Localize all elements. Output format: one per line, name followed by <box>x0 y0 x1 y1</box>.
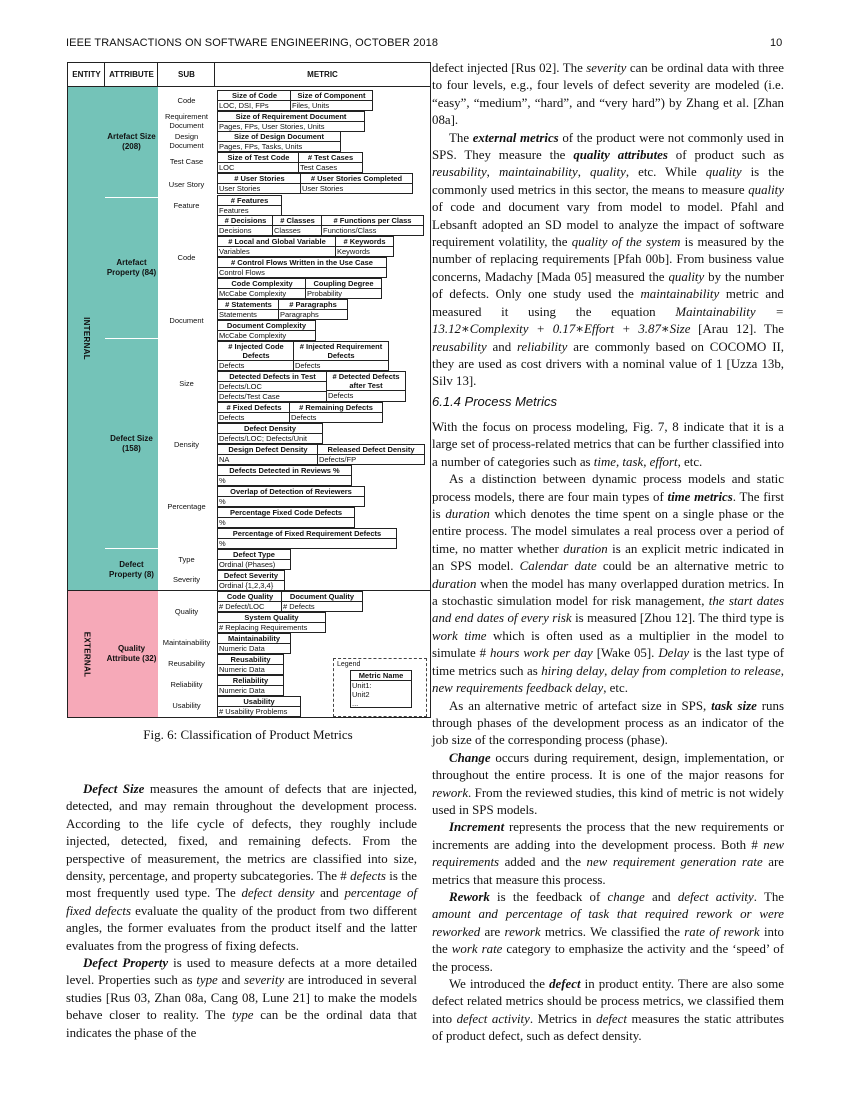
header-attribute: ATTRIBUTE <box>105 63 158 87</box>
sub-severity: Severity <box>172 575 201 584</box>
metric-box: # User Stories Completed User Stories <box>300 173 413 194</box>
paragraph: Change occurs during requirement, design, implementation, or throughout the entire process. It is one of the major reasons for rework. From the reviewed studies, this kind of metric is not widely used in SPS models. <box>432 750 784 817</box>
attr-defect-size: Defect Size (158) <box>105 339 158 548</box>
section-heading: 6.1.4 Process Metrics <box>432 394 557 409</box>
metric-box: # Remaining Defects Defects <box>289 402 383 423</box>
metric-box: # User Stories User Stories <box>217 173 302 194</box>
metric-box: Design Defect Density NA <box>217 444 319 465</box>
metric-box: Released Defect Density Defects/FP <box>317 444 425 465</box>
paragraph: defect injected [Rus 02]. The severity can be ordinal data with three to four levels, e.g., four levels of defect severity are modeled (i.e. “easy”, “medium”, “hard”, and “very hard”) by Zhang et al. [Zhan 08a]. <box>432 61 784 128</box>
paragraph: Increment represents the process that the new requirements or increments are adding into the development process. Both # new requirements added and the new requirement generation rate are metrics that measure this process. <box>432 820 784 887</box>
paragraph: Rework is the feedback of change and defect activity. The amount and percentage of task that required rework or were reworked are rework metrics. We classified the rate of rework into the work rate category to emphasize the activity and the ‘speed’ of the process. <box>432 889 784 974</box>
metric-box: Document Complexity McCabe Complexity <box>217 320 316 341</box>
entity-external: EXTERNAL <box>68 591 105 717</box>
metric-box: Size of Code LOC, DSI, FPs <box>217 90 292 111</box>
sub-reusability: Reusability <box>168 659 205 668</box>
paragraph: As a distinction between dynamic process models and static process models, there are four main types of time metrics. The first is duration which denotes the time spent on a single phase or the entire process. The model simulates a real process over a period of time, no matter whether duration is an explicit metric indicated in an SPS model. Calendar date could be an alternative metric to duration when the model has many overlapped duration metrics. In a stochastic simulation model for risk management, the start dates and end dates of every risk is measured [Zhou 12]. The third type is work time which is often used as a multiplier in the model to simulate # hours work per day [Wake 05]. Delay is the last type of time metrics such as hiring delay, delay from completion to release, new requirements feedback delay, etc. <box>432 472 785 696</box>
paragraph: The external metrics of the product were not commonly used in SPS. They measure the quality attributes of product such as reusability, maintainability, quality, etc. While quality is the commonly used metrics in this sector, the means to measure quality of code and document vary from model to model. Pfahl and Lebsanft adopted an SD model to analyze the impact of software requirement volatility, the quality of the system is measured by the number of replacing requirements [Pfah 00b]. From business value concerns, Madachy [Mada 05] measured the quality by the number of defects. Only one study used the maintainability metric and measured it using the equation Maintainability = 13.12∗Complexity + 0.17∗Effort + 3.87∗Size [Arau 12]. The reusability and reliability are commonly based on COCOMO II, they are used as cost drivers with a nominal value of 1 [Uzza 13b, Silv 13]. <box>432 130 785 389</box>
sub-percentage: Percentage <box>167 501 206 511</box>
attr-defect-property: Defect Property (8) <box>105 549 158 590</box>
metric-box: Reusability Numeric Data <box>217 654 284 675</box>
metric-box: # Control Flows Written in the Use Case Control Flows <box>217 257 387 278</box>
divider <box>104 63 105 86</box>
metric-box: Maintainability Numeric Data <box>217 633 291 654</box>
entity-internal: INTERNAL <box>68 87 105 590</box>
divider <box>157 63 158 86</box>
attr-artefact-property: Artefact Property (84) <box>105 198 158 338</box>
metric-box: Defect Severity Ordinal {1,2,3,4} <box>217 570 285 591</box>
sub-quality: Quality <box>174 606 199 616</box>
sub-maintainability: Maintainability <box>162 637 211 647</box>
page-number: 10 <box>770 37 783 49</box>
metric-box: # Test Cases Test Cases <box>298 152 363 173</box>
metric-box: # Decisions Decisions <box>217 215 274 236</box>
figure-caption: Fig. 6: Classification of Product Metrics <box>143 727 353 742</box>
product-metrics-figure <box>67 62 431 718</box>
sub-reliability: Reliability <box>170 680 203 689</box>
sub-document: Document <box>169 315 204 325</box>
metric-box: Defect Density Defects/LOC; Defects/Unit <box>217 423 323 444</box>
sub-code: Code <box>177 253 196 262</box>
journal-header: IEEE TRANSACTIONS ON SOFTWARE ENGINEERING, OCTOBER 2018 <box>66 37 439 49</box>
attr-artefact-size: Artefact Size (208) <box>105 87 158 197</box>
metric-box: Detected Defects in Test Defects/LOC Defects/Test Case <box>217 371 328 402</box>
metric-box: Code Complexity McCabe Complexity <box>217 278 307 299</box>
header-entity: ENTITY <box>68 63 105 87</box>
metric-box: Size of Component Files, Units <box>290 90 373 111</box>
metric-box: Percentage of Fixed Requirement Defects % <box>217 528 397 549</box>
legend: Legend Metric Name Unit1: Unit2 ... <box>333 658 427 717</box>
sub-user-story: User Story <box>168 179 205 189</box>
legend-box: Metric Name Unit1: Unit2 ... <box>350 670 412 708</box>
metric-box: Defect Type Ordinal (Phases) <box>217 549 291 570</box>
sub-size: Size <box>179 378 194 388</box>
metric-box: Code Quality # Defect/LOC <box>217 591 283 612</box>
metric-box: Reliability Numeric Data <box>217 675 284 696</box>
metric-box: Document Quality # Defects <box>281 591 363 612</box>
metric-box: # Paragraphs Paragraphs <box>278 299 348 320</box>
metric-box: Percentage Fixed Code Defects % <box>217 507 355 528</box>
metric-box: Overlap of Detection of Reviewers % <box>217 486 365 507</box>
metric-box: # Functions per Class Functions/Class <box>321 215 424 236</box>
metric-box: # Injected Code Defects Defects <box>217 341 295 371</box>
sub-test-case: Test Case <box>169 156 204 166</box>
paragraph: Defect Size measures the amount of defects that are injected, detected, and may remain throughout the development process. According to the life cycle of defects, they roughly include injected, detected, fixed, and remaining defects. From the perspective of measurement, the metrics are classified into size, density, percentage, and property subcategories. The # defects is the most frequently used type. The defect density and percentage of fixed defects evaluate the quality of the product from two different angles, the former evaluates from the product itself and the latter evaluates from the progress of fixing defects. <box>66 782 418 953</box>
metric-box: Size of Requirement Document Pages, FPs, User Stories, Units <box>217 111 365 132</box>
metric-box: # Keywords Keywords <box>335 236 394 257</box>
paragraph: With the focus on process modeling, Fig. 7, 8 indicate that it is a large set of process-related metrics that can be further classified into a number of categories such as time, task, effort, etc. <box>432 420 784 469</box>
metric-box: Size of Design Document Pages, FPs, Tasks, Units <box>217 131 341 152</box>
metric-box: Size of Test Code LOC <box>217 152 300 173</box>
attr-quality-attribute: Quality Attribute (32) <box>105 591 158 717</box>
metric-box: Usability # Usability Problems <box>217 696 301 717</box>
sub-type: Type <box>178 554 195 564</box>
sub-requirement-document: Requirement Document <box>165 112 208 130</box>
sub-density: Density <box>173 439 199 449</box>
header-metric: METRIC <box>215 63 430 87</box>
paragraph: Defect Property is used to measure defects at a more detailed level. Properties such as type and severity are introduced in several studies [Rus 03, Zhan 08a, Cang 08, Lune 21] to make the models behave closer to reality. The type can be the ordinal data that indicates the phase of the <box>66 956 417 1040</box>
metric-box: System Quality # Replacing Requirements <box>217 612 326 633</box>
header-sub: SUB <box>158 63 215 87</box>
sub-code: Code <box>177 95 196 105</box>
metric-box: # Injected Requirement Defects Defects <box>293 341 389 371</box>
metric-box: # Detected Defects after Test Defects <box>326 371 406 402</box>
metric-box: # Fixed Defects Defects <box>217 402 291 423</box>
right-column-bottom <box>432 419 784 1046</box>
sub-feature: Feature <box>173 200 200 210</box>
paragraph: We introduced the defect in product entity. There are also some defect related metrics should be process metrics, we classified them into defect activity. Metrics in defect measures the static attributes of product defect, such as defect density. <box>432 977 785 1044</box>
metric-box: # Statements Statements <box>217 299 280 320</box>
right-column-top <box>432 60 784 391</box>
metric-box: # Local and Global Variable Variables <box>217 236 337 257</box>
left-column <box>66 781 417 1042</box>
metric-box: Defects Detected in Reviews % % <box>217 465 352 486</box>
metric-box: # Classes Classes <box>272 215 323 236</box>
metric-box: # Features Features <box>217 195 282 216</box>
paragraph: As an alternative metric of artefact size in SPS, task size runs through phases of the development process as an indicator of the job size of the corresponding process (phase). <box>432 698 784 748</box>
sub-usability: Usability <box>172 701 201 710</box>
divider <box>214 63 215 86</box>
sub-design-document: Design Document <box>169 132 204 150</box>
metric-box: Coupling Degree Probability <box>305 278 382 299</box>
